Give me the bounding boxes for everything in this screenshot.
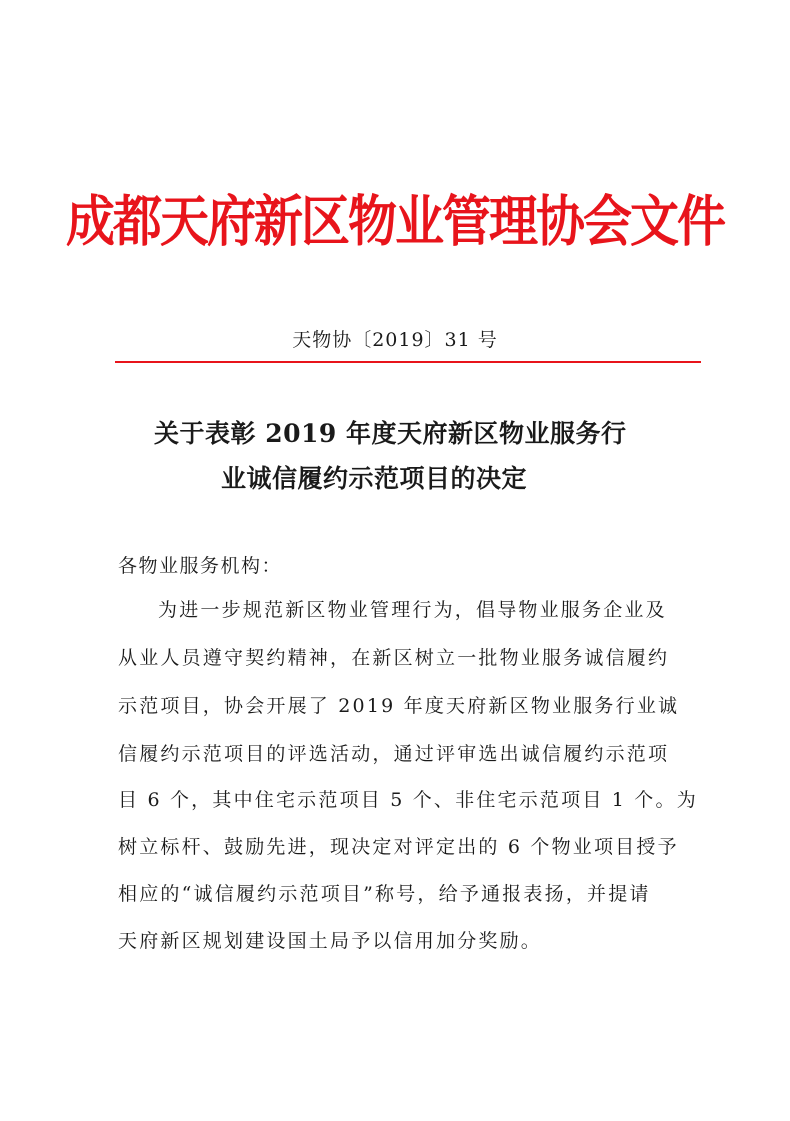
salutation: 各物业服务机构：	[118, 555, 283, 577]
body-line: 天府新区规划建设国土局予以信用加分奖励。	[118, 930, 543, 952]
body-line: 示范项目，协会开展了 2019 年度天府新区物业服务行业诚	[118, 695, 680, 717]
document-title-line-1: 关于表彰 2019 年度天府新区物业服务行	[154, 419, 627, 448]
header-divider	[115, 361, 701, 363]
body-line: 为进一步规范新区物业管理行为，倡导物业服务企业及	[158, 599, 667, 621]
body-line: 树立标杆、鼓励先进，现决定对评定出的 6 个物业项目授予	[118, 836, 679, 858]
body-line: 目 6 个，其中住宅示范项目 5 个、非住宅示范项目 1 个。为	[118, 789, 698, 811]
body-line: 相应的“诚信履约示范项目”称号，给予通报表扬，并提请	[118, 883, 651, 905]
body-line: 从业人员遵守契约精神，在新区树立一批物业服务诚信履约	[118, 647, 670, 669]
document-header-title: 成都天府新区物业管理协会文件	[65, 189, 724, 255]
document-number: 天物协〔2019〕31 号	[292, 329, 498, 351]
body-line: 信履约示范项目的评选活动，通过评审选出诚信履约示范项	[118, 743, 670, 765]
document-title-line-2: 业诚信履约示范项目的决定	[221, 464, 528, 493]
